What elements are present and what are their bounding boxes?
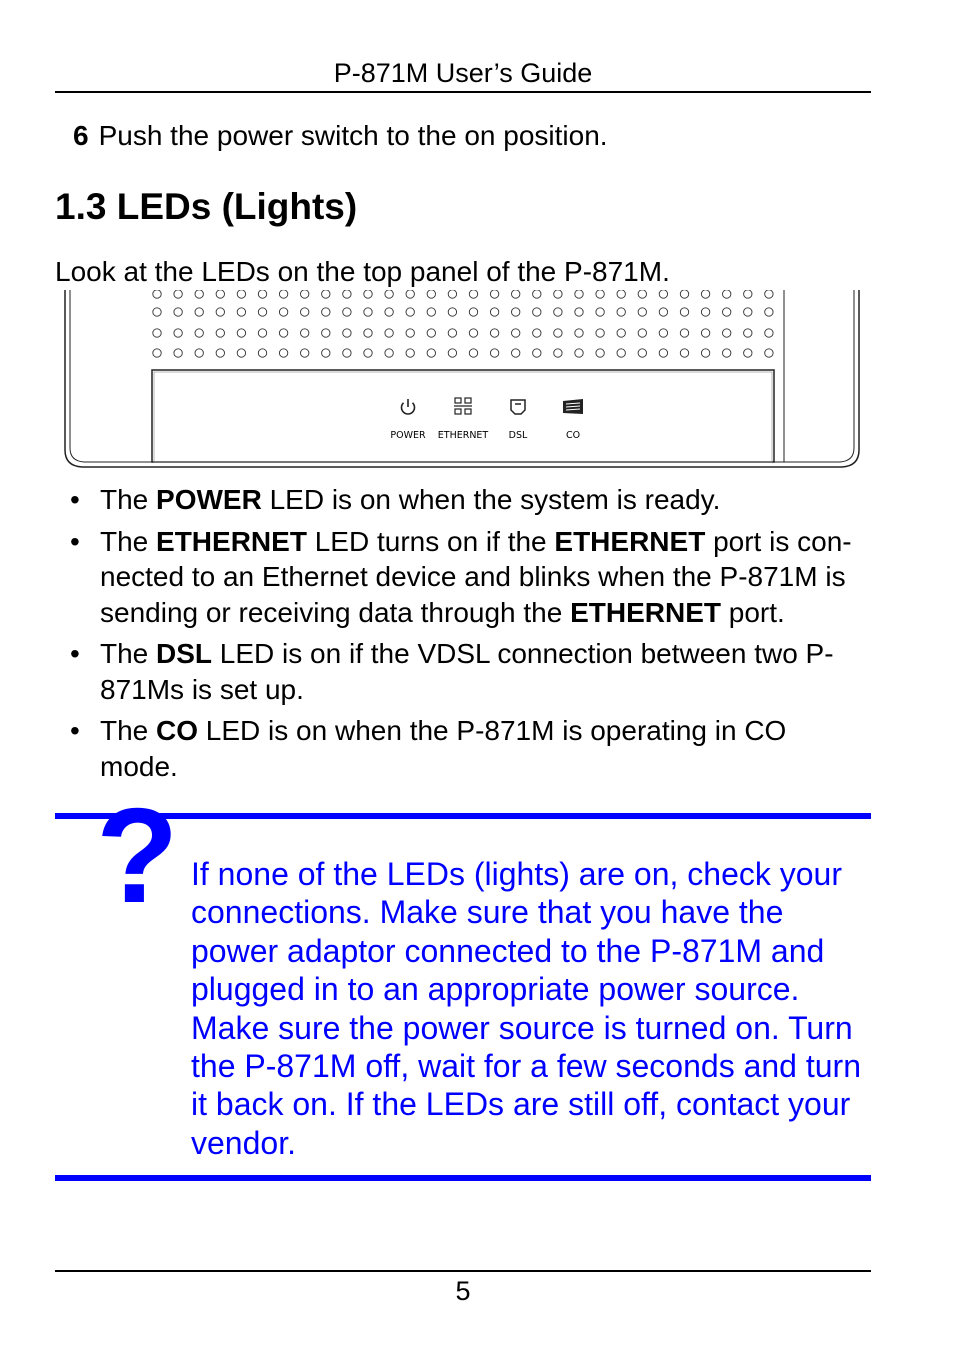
vent-hole <box>575 349 583 357</box>
note-line: it back on. If the LEDs are still off, contact your <box>191 1086 851 1123</box>
page-number: 5 <box>455 1276 471 1306</box>
vent-hole <box>258 290 266 298</box>
list-item-line <box>100 749 875 785</box>
vent-hole <box>237 349 245 357</box>
question-mark-icon: ? <box>96 780 179 931</box>
vent-hole <box>533 349 541 357</box>
vent-hole <box>680 329 688 337</box>
vent-hole <box>723 308 731 316</box>
vent-hole <box>195 329 203 337</box>
text-run: 871Ms is set up. <box>100 673 304 705</box>
vent-hole <box>659 349 667 357</box>
vent-hole <box>343 329 351 337</box>
step-text: Push the power switch to the on position. <box>98 120 608 151</box>
bullet-marker: • <box>70 715 80 746</box>
vent-hole <box>680 308 688 316</box>
vent-hole <box>385 329 393 337</box>
text-run: LED turns on if the <box>306 525 555 557</box>
note-line: connections. Make sure that you have the <box>191 894 784 931</box>
vent-hole <box>554 308 562 316</box>
vent-hole <box>406 290 414 298</box>
vent-hole <box>385 349 393 357</box>
list-item <box>0 524 875 631</box>
vent-hole <box>343 308 351 316</box>
vent-hole <box>279 349 287 357</box>
vent-hole <box>279 329 287 337</box>
note-line: power adaptor connected to the P-871M and <box>191 932 825 969</box>
vent-hole <box>596 329 604 337</box>
co-icon <box>563 399 583 414</box>
note-line: plugged in to an appropriate power source. <box>191 971 800 1008</box>
text-run: LED is on when the system is ready. <box>261 484 721 515</box>
vent-holes <box>153 290 773 357</box>
text-run: port is con- <box>705 525 852 557</box>
vent-hole <box>279 290 287 298</box>
vent-hole <box>322 308 330 316</box>
vent-hole <box>406 349 414 357</box>
vent-hole <box>638 290 646 298</box>
bullet-marker: • <box>70 638 80 669</box>
text-run: The <box>100 484 157 515</box>
vent-hole <box>216 349 224 357</box>
bold-term: ETHERNET <box>554 525 706 557</box>
vent-hole <box>195 290 203 298</box>
vent-hole <box>258 349 266 357</box>
vent-hole <box>385 308 393 316</box>
vent-hole <box>701 308 709 316</box>
list-item-line <box>100 482 875 518</box>
vent-hole <box>153 349 161 357</box>
text-run: mode. <box>100 750 178 782</box>
vent-hole <box>237 329 245 337</box>
vent-hole <box>723 349 731 357</box>
led-descriptions-list <box>0 482 875 790</box>
vent-hole <box>427 308 435 316</box>
vent-hole <box>448 290 456 298</box>
vent-hole <box>364 329 372 337</box>
vent-hole <box>617 308 625 316</box>
vent-hole <box>153 290 161 298</box>
text-run: nected to an Ethernet device and blinks when the P-871M is <box>100 561 846 592</box>
device-top-panel-illustration <box>62 290 864 472</box>
header-rule <box>55 91 871 93</box>
vent-hole <box>216 329 224 337</box>
vent-hole <box>533 329 541 337</box>
list-item <box>0 636 875 707</box>
text-run: The <box>100 525 157 557</box>
vent-hole <box>512 349 520 357</box>
vent-hole <box>659 308 667 316</box>
vent-hole <box>701 329 709 337</box>
led-label-ethernet: ETHERNET <box>437 430 489 441</box>
vent-hole <box>427 329 435 337</box>
list-item <box>0 482 875 518</box>
vent-hole <box>427 290 435 298</box>
step-number: 6 <box>73 120 89 151</box>
text-run: LED is on if the VDSL connection between two P- <box>212 638 834 669</box>
vent-hole <box>596 308 604 316</box>
list-item-line <box>100 559 875 595</box>
vent-hole <box>533 308 541 316</box>
vent-hole <box>554 329 562 337</box>
vent-hole <box>596 349 604 357</box>
vent-hole <box>343 290 351 298</box>
vent-hole <box>701 290 709 298</box>
note-text <box>191 855 881 1162</box>
vent-hole <box>744 308 752 316</box>
vent-hole <box>723 290 731 298</box>
bullet-marker: • <box>70 525 80 557</box>
vent-hole <box>448 349 456 357</box>
vent-hole <box>322 349 330 357</box>
list-item <box>0 713 875 784</box>
vent-hole <box>765 329 773 337</box>
vent-hole <box>617 290 625 298</box>
note-line: the P-871M off, wait for a few seconds and turn <box>191 1048 861 1085</box>
vent-hole <box>512 290 520 298</box>
text-run: sending or receiving data through the <box>100 596 571 628</box>
vent-hole <box>680 290 688 298</box>
vent-hole <box>659 290 667 298</box>
bold-term: POWER <box>156 484 262 515</box>
vent-hole <box>301 329 309 337</box>
vent-hole <box>617 349 625 357</box>
vent-hole <box>575 308 583 316</box>
text-run: LED is on when the P-871M is operating in CO <box>198 715 787 746</box>
note-line: If none of the LEDs (lights) are on, check your <box>191 856 842 892</box>
vent-hole <box>512 308 520 316</box>
bold-term: ETHERNET <box>156 525 307 557</box>
vent-hole <box>490 308 498 316</box>
note-line: Make sure the power source is turned on. Turn <box>191 1009 853 1046</box>
vent-hole <box>364 290 372 298</box>
vent-hole <box>216 308 224 316</box>
list-item-line <box>100 672 875 708</box>
bullet-marker: • <box>70 484 80 515</box>
vent-hole <box>638 308 646 316</box>
vent-hole <box>490 349 498 357</box>
vent-hole <box>174 349 182 357</box>
vent-hole <box>469 308 477 316</box>
vent-hole <box>322 329 330 337</box>
vent-hole <box>301 349 309 357</box>
intro-paragraph: Look at the LEDs on the top panel of the P-871M. <box>55 256 670 287</box>
vent-hole <box>322 290 330 298</box>
vent-hole <box>638 349 646 357</box>
vent-hole <box>195 308 203 316</box>
vent-hole <box>701 349 709 357</box>
vent-hole <box>195 349 203 357</box>
vent-hole <box>512 329 520 337</box>
vent-hole <box>174 329 182 337</box>
led-label-dsl: DSL <box>508 430 528 441</box>
vent-hole <box>343 349 351 357</box>
bold-term: CO <box>156 715 199 746</box>
vent-hole <box>744 290 752 298</box>
led-label-co: CO <box>565 430 581 441</box>
vent-hole <box>638 329 646 337</box>
vent-hole <box>448 329 456 337</box>
vent-hole <box>659 329 667 337</box>
vent-hole <box>406 308 414 316</box>
vent-hole <box>596 290 604 298</box>
vent-hole <box>744 349 752 357</box>
step-instruction <box>73 120 608 152</box>
vent-hole <box>448 308 456 316</box>
vent-hole <box>364 349 372 357</box>
list-item-line <box>100 595 875 631</box>
note-bottom-bar <box>55 1175 871 1181</box>
running-header: P-871M User’s Guide <box>333 58 593 88</box>
vent-hole <box>258 329 266 337</box>
list-item-line <box>100 636 875 672</box>
vent-hole <box>490 290 498 298</box>
vent-hole <box>174 290 182 298</box>
vent-hole <box>765 290 773 298</box>
vent-hole <box>364 308 372 316</box>
bold-term: DSL <box>156 638 213 669</box>
vent-hole <box>490 329 498 337</box>
text-run: The <box>100 715 157 746</box>
vent-hole <box>723 329 731 337</box>
vent-hole <box>680 349 688 357</box>
vent-hole <box>469 349 477 357</box>
vent-hole <box>469 329 477 337</box>
vent-hole <box>237 308 245 316</box>
note-line: vendor. <box>191 1124 296 1161</box>
section-heading: 1.3 LEDs (Lights) <box>55 186 358 227</box>
vent-hole <box>617 329 625 337</box>
vent-hole <box>301 308 309 316</box>
vent-hole <box>385 290 393 298</box>
vent-hole <box>279 308 287 316</box>
list-item-line <box>100 524 875 560</box>
vent-hole <box>237 290 245 298</box>
list-item-line <box>100 713 875 749</box>
vent-hole <box>765 349 773 357</box>
led-label-power: POWER <box>390 430 426 441</box>
vent-hole <box>427 349 435 357</box>
vent-hole <box>153 329 161 337</box>
vent-hole <box>533 290 541 298</box>
vent-hole <box>153 308 161 316</box>
footer-rule <box>55 1270 871 1272</box>
vent-hole <box>744 329 752 337</box>
vent-hole <box>765 308 773 316</box>
vent-hole <box>258 308 266 316</box>
vent-hole <box>575 329 583 337</box>
text-run: port. <box>721 596 785 628</box>
vent-hole <box>301 290 309 298</box>
vent-hole <box>554 349 562 357</box>
text-run: The <box>100 638 157 669</box>
vent-hole <box>174 308 182 316</box>
vent-hole <box>575 290 583 298</box>
vent-hole <box>469 290 477 298</box>
vent-hole <box>216 290 224 298</box>
vent-hole <box>554 290 562 298</box>
bold-term: ETHERNET <box>570 596 721 628</box>
vent-hole <box>406 329 414 337</box>
